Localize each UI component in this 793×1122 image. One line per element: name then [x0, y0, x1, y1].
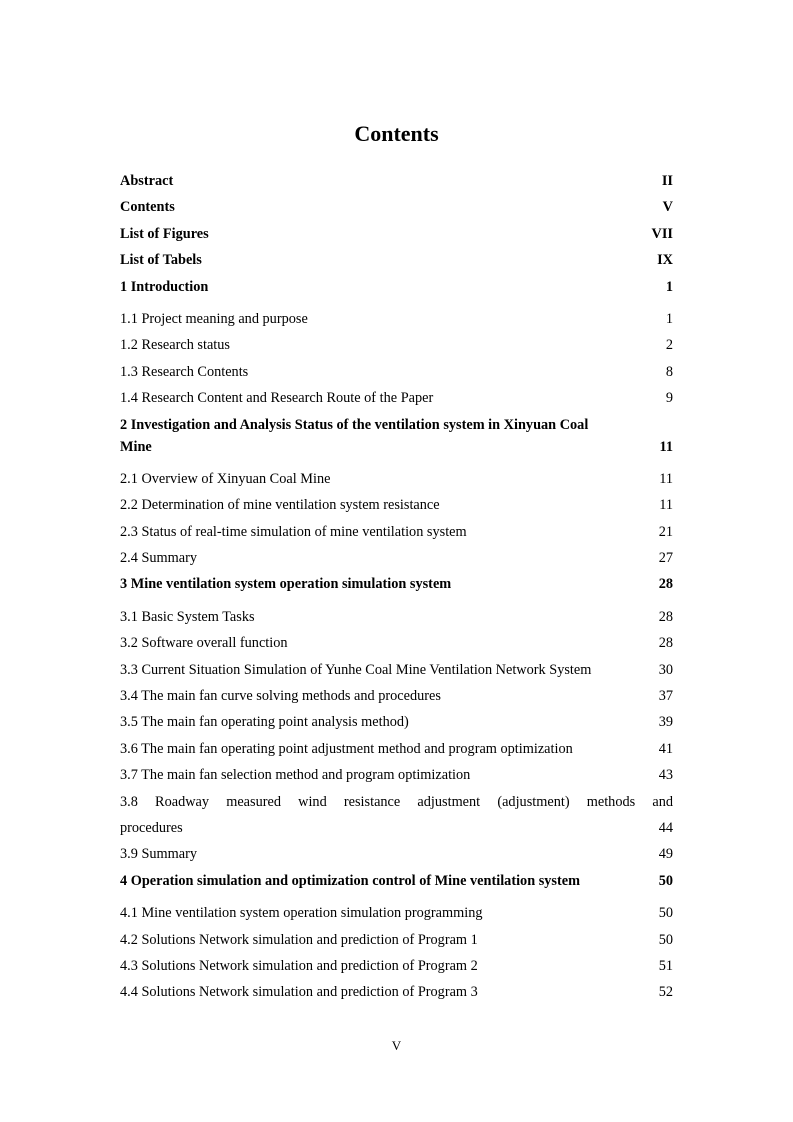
- toc-entry-page: V: [662, 199, 673, 216]
- toc-entry-page: 28: [658, 608, 673, 625]
- toc-entry: [120, 547, 673, 573]
- page-title: Contents: [354, 121, 439, 146]
- toc-entry-page: 2: [665, 337, 673, 354]
- toc-entry: [120, 902, 673, 928]
- toc-entry-label: List of Figures: [120, 225, 209, 242]
- toc-entry: [120, 521, 673, 547]
- toc-entry-label: 4 Operation simulation and optimization control of Mine ventilation system: [120, 872, 581, 889]
- toc-entry-page: 41: [658, 740, 673, 757]
- toc-entry: [120, 659, 673, 685]
- toc-entry-page: 28: [658, 635, 673, 652]
- toc-entry-page: 50: [658, 931, 673, 948]
- toc-entry: [120, 929, 673, 955]
- toc-entry-label: 2.4 Summary: [120, 550, 198, 567]
- toc-entry-page: 8: [665, 363, 673, 380]
- toc-entry: [120, 308, 673, 334]
- toc-entry: [120, 955, 673, 981]
- toc-entry: [120, 276, 673, 302]
- toc-entry-label: 3.6 The main fan operating point adjustment method and program optimization: [120, 740, 573, 757]
- toc-entry-page: 44: [658, 819, 673, 836]
- toc-entry-label: Abstract: [120, 173, 174, 189]
- toc-entry-page: 50: [658, 905, 673, 922]
- toc-entry-label: Contents: [120, 199, 175, 216]
- toc-entry-page: 27: [658, 550, 673, 567]
- toc-entry: [120, 764, 673, 790]
- toc-entry-page: 52: [658, 984, 673, 1001]
- toc-entry-label: 1.1 Project meaning and purpose: [120, 310, 308, 327]
- toc-entry: [120, 249, 673, 275]
- toc-entry-label: 2.2 Determination of mine ventilation system resistance: [120, 497, 440, 514]
- toc-entry-page: 1: [665, 278, 673, 295]
- toc-entry: [120, 361, 673, 387]
- toc-entry-label: Mine: [120, 438, 152, 455]
- toc-entry-label: 3.5 The main fan operating point analysis method): [120, 714, 409, 731]
- toc-entry-page: 11: [659, 497, 673, 514]
- toc-entry-label: 3.2 Software overall function: [120, 635, 288, 652]
- toc-entry-label: List of Tabels: [120, 252, 202, 269]
- toc-entry-page: 11: [659, 438, 673, 455]
- toc-entry: [120, 436, 673, 462]
- toc-entry-label: 4.1 Mine ventilation system operation simulation programming: [120, 905, 483, 922]
- toc-entry: [120, 494, 673, 520]
- toc-entry-label: 3.3 Current Situation Simulation of Yunhe Coal Mine Ventilation Network System: [120, 661, 592, 678]
- toc-entry-page: 43: [658, 767, 673, 784]
- table-of-contents: [120, 170, 673, 1008]
- toc-entry-label: 3.4 The main fan curve solving methods and procedures: [120, 688, 441, 705]
- toc-entry-label: 4.4 Solutions Network simulation and prediction of Program 3: [120, 984, 478, 1001]
- toc-entry-page: 39: [658, 714, 673, 731]
- toc-entry: [120, 223, 673, 249]
- toc-entry-page: 21: [658, 523, 673, 540]
- page-number: V: [391, 1038, 402, 1053]
- toc-entry-page: 28: [658, 576, 673, 593]
- toc-entry: [120, 981, 673, 1007]
- toc-entry: [120, 606, 673, 632]
- toc-entry: [120, 573, 673, 599]
- toc-entry-label: 3 Mine ventilation system operation simulation system: [120, 576, 452, 593]
- toc-entry-page: IX: [657, 252, 673, 269]
- toc-entry-page: II: [661, 173, 673, 189]
- toc-entry: [120, 685, 673, 711]
- toc-entry: [120, 170, 673, 196]
- toc-entry-page: 50: [658, 872, 673, 889]
- toc-entry-label: 2.3 Status of real-time simulation of mine ventilation system: [120, 523, 467, 540]
- toc-entry-label: 3.7 The main fan selection method and program optimization: [120, 767, 471, 784]
- toc-entry-label: 4.3 Solutions Network simulation and prediction of Program 2: [120, 957, 478, 974]
- toc-entry-label: 1 Introduction: [120, 278, 209, 295]
- toc-entry-page: 1: [665, 310, 673, 327]
- toc-entry: [120, 387, 673, 413]
- toc-entry-label: 1.3 Research Contents: [120, 363, 249, 380]
- toc-entry-label: 3.1 Basic System Tasks: [120, 608, 255, 625]
- toc-entry-label: 3.9 Summary: [120, 846, 198, 863]
- toc-entry: [120, 711, 673, 737]
- toc-entry-page: 49: [658, 846, 673, 863]
- toc-entry-page: 51: [658, 957, 673, 974]
- toc-entry-page: VII: [651, 225, 673, 242]
- toc-entry-label: 4.2 Solutions Network simulation and prediction of Program 1: [120, 931, 478, 948]
- toc-entry: [120, 334, 673, 360]
- toc-entry-page: 9: [665, 390, 673, 407]
- toc-entry: [120, 632, 673, 658]
- toc-entry: [120, 196, 673, 222]
- toc-entry: [120, 870, 673, 896]
- toc-entry-label: procedures: [120, 819, 183, 836]
- toc-entry-label: 2.1 Overview of Xinyuan Coal Mine: [120, 470, 331, 487]
- toc-entry-page: 30: [658, 661, 673, 678]
- toc-entry-page: 11: [659, 470, 673, 487]
- toc-entry-wrapped-line: 2 Investigation and Analysis Status of the ventilation system in Xinyuan Coal: [120, 416, 589, 433]
- toc-entry: [120, 843, 673, 869]
- toc-entry-page: 37: [658, 688, 673, 705]
- toc-entry-wrapped-line: 3.8 Roadway measured wind resistance adjustment (adjustment) methods and: [120, 793, 673, 810]
- toc-entry: [120, 738, 673, 764]
- toc-entry: [120, 468, 673, 494]
- toc-entry: [120, 817, 673, 843]
- toc-entry-label: 1.4 Research Content and Research Route of the Paper: [120, 390, 434, 407]
- toc-entry-label: 1.2 Research status: [120, 337, 230, 354]
